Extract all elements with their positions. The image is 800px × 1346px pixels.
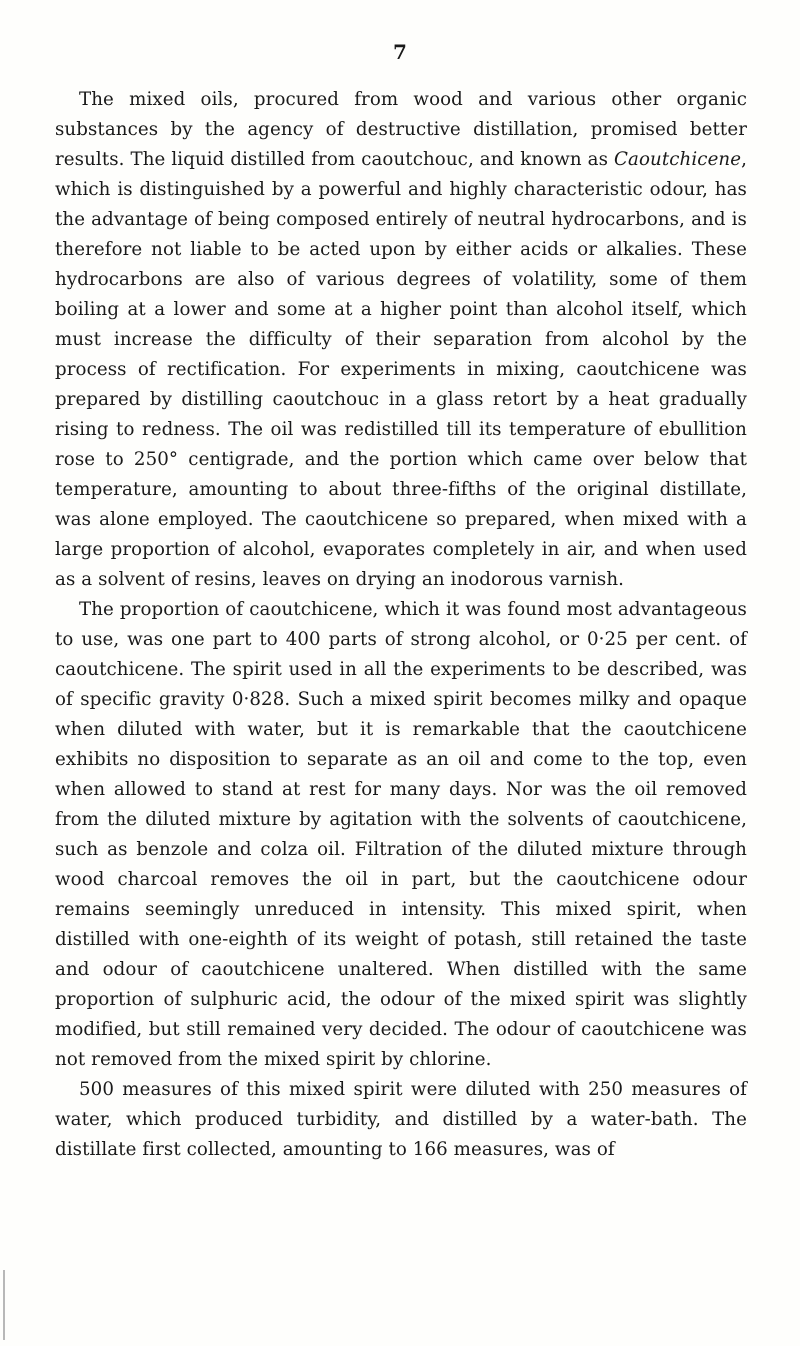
paragraph-2 bbox=[55, 595, 747, 1075]
body-text bbox=[55, 85, 747, 1165]
paragraph-1-text-a: The mixed oils, procured from wood and various other organic substances by the agency of destructive distillation, promised better results. The liquid distilled from caoutchouc, and known as bbox=[55, 89, 747, 170]
paragraph-3 bbox=[55, 1075, 747, 1165]
page-edge-mark bbox=[3, 1270, 5, 1340]
paragraph-2-text: The proportion of caoutchicene, which it was found most advantageous to use, was one part to 400 parts of strong alcohol, or 0·25 per cent. of caoutchicene. The spirit used in all the experiments to be described, was of specific gravity 0·828. Such a mixed spirit becomes milky and opaque when diluted with water, but it is remarkable that the caoutchicene exhibits no disposition to separate as an oil and come to the top, even when allowed to stand at rest for many days. Nor was the oil removed from the diluted mixture by agitation with the solvents of caoutchicene, such as benzole and colza oil. Filtration of the diluted mixture through wood charcoal removes the oil in part, but the caoutchicene odour remains seemingly unreduced in intensity. This mixed spirit, when distilled with one-eighth of its weight of potash, still retained the taste and odour of caoutchicene unaltered. When distilled with the same proportion of sulphuric acid, the odour of the mixed spirit was slightly modified, but still remained very decided. The odour of caoutchicene was not removed from the mixed spirit by chlorine. bbox=[55, 599, 747, 1070]
page-number: 7 bbox=[393, 40, 407, 64]
paragraph-1 bbox=[55, 85, 747, 595]
term-caoutchicene: Caoutchicene bbox=[614, 149, 742, 170]
paragraph-3-text: 500 measures of this mixed spirit were diluted with 250 measures of water, which produced turbidity, and distilled by a water-bath. The distillate first collected, amounting to 166 measures, was of bbox=[55, 1079, 747, 1160]
paragraph-1-text-b: , which is distinguished by a powerful and highly characteristic odour, has the advantage of being composed entirely of neutral hydrocarbons, and is therefore not liable to be acted upon by either acids or alkalies. These hydrocarbons are also of various degrees of volatility, some of them boiling at a lower and some at a higher point than alcohol itself, which must increase the difficulty of their separation from alcohol by the process of rectification. For experiments in mixing, caoutchicene was prepared by distilling caoutchouc in a glass retort by a heat gradually rising to redness. The oil was redistilled till its temperature of ebullition rose to 250° centigrade, and the portion which came over below that temperature, amounting to about three-fifths of the original distillate, was alone employed. The caoutchicene so prepared, when mixed with a large proportion of alcohol, evaporates completely in air, and when used as a solvent of resins, leaves on drying an inodorous varnish. bbox=[55, 149, 747, 590]
